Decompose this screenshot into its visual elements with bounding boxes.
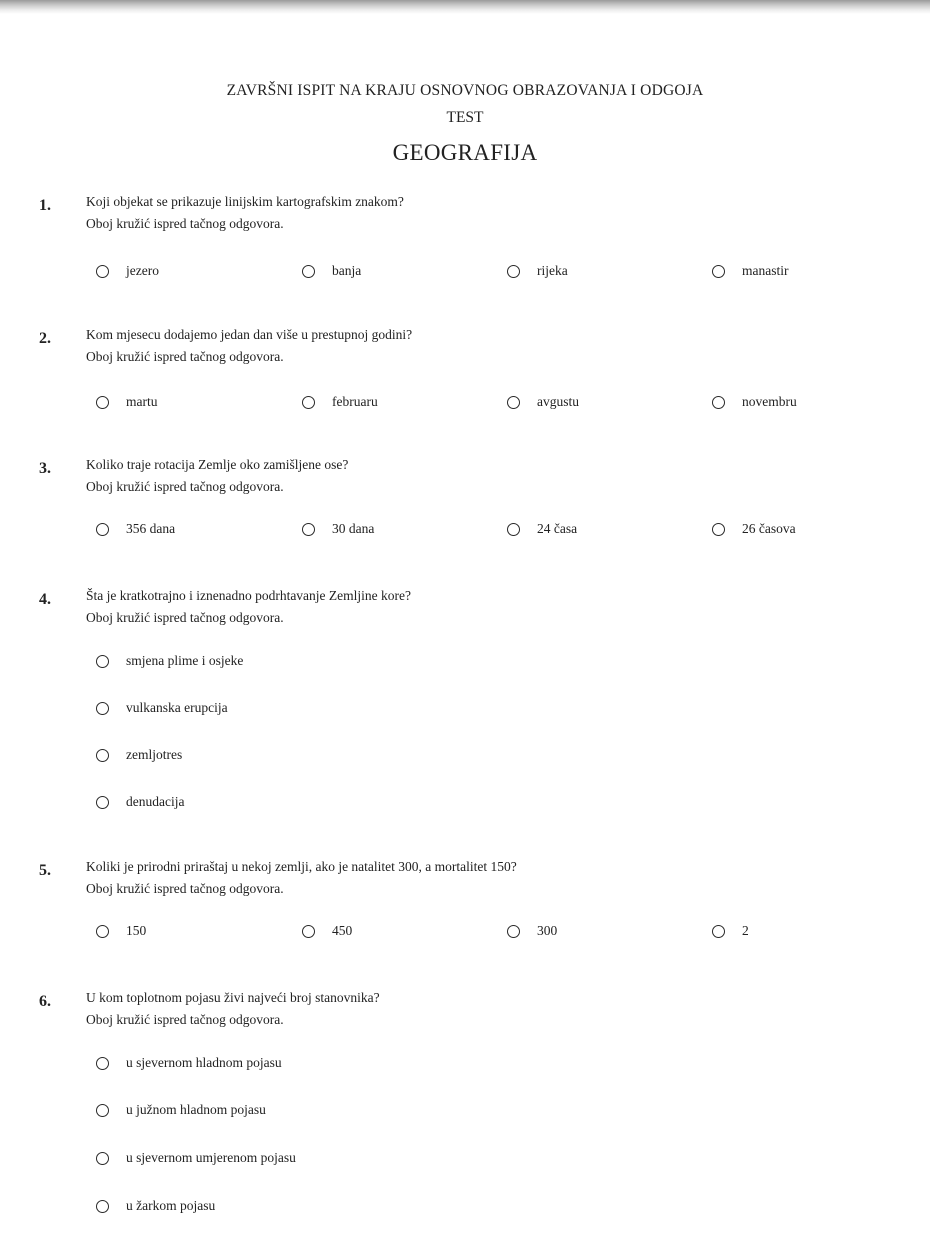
answer-option[interactable] [96, 393, 158, 411]
option-label: 24 časa [537, 521, 578, 536]
option-label: 26 časova [742, 521, 796, 536]
answer-option[interactable] [302, 922, 352, 940]
option-label: 150 [126, 923, 147, 938]
option-label: 300 [537, 923, 558, 938]
question-text: Koji objekat se prikazuje linijskim kartografskim znakom? [86, 194, 404, 209]
question-number: 5. [39, 862, 51, 879]
question-instruction: Oboj kružić ispred tačnog odgovora. [86, 610, 284, 625]
answer-option[interactable] [302, 520, 374, 538]
answer-option[interactable] [712, 262, 789, 280]
radio-circle-icon[interactable] [712, 265, 725, 278]
question-text: Koliki je prirodni priraštaj u nekoj zemlji, ako je natalitet 300, a mortalitet 150? [86, 859, 517, 874]
question-text: U kom toplotnom pojasu živi najveći broj stanovnika? [86, 990, 380, 1005]
option-label: martu [126, 394, 158, 409]
option-label: jezero [126, 263, 159, 278]
option-label: 356 dana [126, 521, 176, 536]
radio-circle-icon[interactable] [96, 702, 109, 715]
answer-option[interactable] [302, 262, 361, 280]
answer-option[interactable] [96, 652, 243, 670]
radio-circle-icon[interactable] [96, 265, 109, 278]
option-label: novembru [742, 394, 797, 409]
question-text-block [86, 585, 411, 629]
option-label: zemljotres [126, 747, 183, 762]
question-text: Koliko traje rotacija Zemlje oko zamišljene ose? [86, 457, 349, 472]
answer-option[interactable] [96, 746, 182, 764]
option-label: u sjevernom hladnom pojasu [126, 1055, 282, 1070]
radio-circle-icon[interactable] [302, 925, 315, 938]
question-instruction: Oboj kružić ispred tačnog odgovora. [86, 881, 284, 896]
radio-circle-icon[interactable] [507, 925, 520, 938]
question-text: Kom mjesecu dodajemo jedan dan više u prestupnoj godini? [86, 327, 413, 342]
answer-option[interactable] [96, 793, 184, 811]
question-text-block [86, 324, 412, 368]
option-label: u sjevernom umjerenom pojasu [126, 1150, 296, 1165]
radio-circle-icon[interactable] [96, 925, 109, 938]
answer-option[interactable] [96, 520, 175, 538]
answer-option[interactable] [96, 1149, 296, 1167]
question-instruction: Oboj kružić ispred tačnog odgovora. [86, 1012, 284, 1027]
exam-heading: ZAVRŠNI ISPIT NA KRAJU OSNOVNOG OBRAZOVANJA I ODGOJA [226, 82, 704, 99]
option-label: 2 [742, 923, 749, 938]
answer-option[interactable] [302, 393, 378, 411]
radio-circle-icon[interactable] [96, 396, 109, 409]
answer-option[interactable] [712, 520, 796, 538]
question-text-block [86, 987, 380, 1031]
option-label: vulkanska erupcija [126, 700, 228, 715]
answer-option[interactable] [96, 1197, 215, 1215]
question-number: 1. [39, 197, 51, 214]
option-label: rijeka [537, 263, 568, 278]
option-label: 450 [332, 923, 353, 938]
radio-circle-icon[interactable] [302, 396, 315, 409]
radio-circle-icon[interactable] [507, 523, 520, 536]
question-instruction: Oboj kružić ispred tačnog odgovora. [86, 349, 284, 364]
answer-option[interactable] [507, 520, 577, 538]
answer-option[interactable] [96, 1101, 266, 1119]
option-label: manastir [742, 263, 789, 278]
radio-circle-icon[interactable] [507, 265, 520, 278]
exam-subheading: TEST [446, 109, 484, 126]
radio-circle-icon[interactable] [96, 1057, 109, 1070]
answer-option[interactable] [507, 393, 579, 411]
answer-option[interactable] [96, 922, 146, 940]
radio-circle-icon[interactable] [96, 749, 109, 762]
option-label: u južnom hladnom pojasu [126, 1102, 266, 1117]
question-text: Šta je kratkotrajno i iznenadno podrhtavanje Zemljine kore? [86, 588, 412, 603]
option-label: avgustu [537, 394, 579, 409]
answer-option[interactable] [96, 699, 228, 717]
answer-option[interactable] [96, 1054, 282, 1072]
radio-circle-icon[interactable] [96, 1104, 109, 1117]
radio-circle-icon[interactable] [712, 925, 725, 938]
question-text-block [86, 454, 348, 498]
radio-circle-icon[interactable] [96, 523, 109, 536]
question-instruction: Oboj kružić ispred tačnog odgovora. [86, 216, 284, 231]
question-instruction: Oboj kružić ispred tačnog odgovora. [86, 479, 284, 494]
page-top-edge [0, 0, 930, 14]
radio-circle-icon[interactable] [96, 1200, 109, 1213]
question-text-block [86, 856, 517, 900]
radio-circle-icon[interactable] [96, 655, 109, 668]
answer-option[interactable] [507, 922, 557, 940]
question-number: 6. [39, 993, 51, 1010]
radio-circle-icon[interactable] [507, 396, 520, 409]
radio-circle-icon[interactable] [712, 523, 725, 536]
page-title: GEOGRAFIJA [392, 140, 538, 165]
answer-option[interactable] [507, 262, 568, 280]
option-label: banja [332, 263, 362, 278]
option-label: 30 dana [332, 521, 375, 536]
answer-option[interactable] [712, 393, 797, 411]
option-label: smjena plime i osjeke [126, 653, 244, 668]
radio-circle-icon[interactable] [302, 265, 315, 278]
question-number: 3. [39, 460, 51, 477]
radio-circle-icon[interactable] [712, 396, 725, 409]
answer-option[interactable] [712, 922, 749, 940]
question-number: 4. [39, 591, 51, 608]
radio-circle-icon[interactable] [302, 523, 315, 536]
radio-circle-icon[interactable] [96, 796, 109, 809]
question-number: 2. [39, 330, 51, 347]
answer-option[interactable] [96, 262, 159, 280]
option-label: februaru [332, 394, 378, 409]
question-text-block [86, 191, 404, 235]
option-label: denudacija [126, 794, 185, 809]
radio-circle-icon[interactable] [96, 1152, 109, 1165]
option-label: u žarkom pojasu [126, 1198, 216, 1213]
